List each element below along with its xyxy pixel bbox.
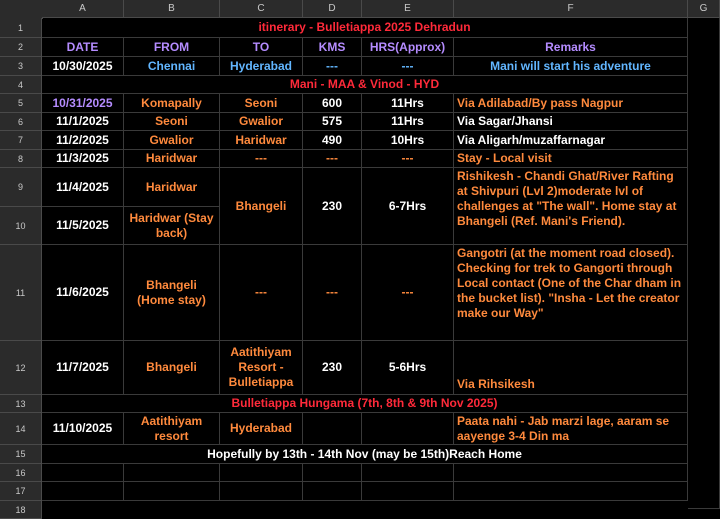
row-header-16[interactable]: 16 (0, 464, 42, 482)
row7-to[interactable]: Haridwar (220, 131, 303, 150)
row-header-10[interactable]: 10 (0, 207, 42, 245)
row8-date[interactable]: 11/3/2025 (42, 150, 124, 168)
row9-10-remarks[interactable]: Rishikesh - Chandi Ghat/River Rafting at Shivpuri (Lvl 2)moderate lvl of challenges at "The wall". Home stay at Bhangeli (Ref. Mani's Friend). (454, 168, 688, 245)
row9-from[interactable]: Haridwar (124, 168, 220, 207)
row5-remarks[interactable]: Via Adilabad/By pass Nagpur (454, 94, 688, 113)
column-header-f[interactable]: F (454, 0, 688, 18)
row6-to[interactable]: Gwalior (220, 113, 303, 131)
row6-from[interactable]: Seoni (124, 113, 220, 131)
row11-date[interactable]: 11/6/2025 (42, 245, 124, 341)
row6-remarks[interactable]: Via Sagar/Jhansi (454, 113, 688, 131)
row-header-7[interactable]: 7 (0, 131, 42, 150)
header-hrs[interactable]: HRS(Approx) (362, 38, 454, 57)
row5-to[interactable]: Seoni (220, 94, 303, 113)
row-header-1[interactable]: 1 (0, 18, 42, 38)
row11-remarks[interactable]: Gangotri (at the moment road closed). Checking for trek to Gangorti through Local contact (One of the Char dham in the bucket list). "Insha - Let the creator make our Way" (454, 245, 688, 341)
row3-hrs[interactable]: --- (362, 57, 454, 76)
row14-remarks[interactable]: Paata nahi - Jab marzi lage, aaram se aayenge 3-4 Din ma (454, 413, 688, 445)
row6-date[interactable]: 11/1/2025 (42, 113, 124, 131)
row9-10-hrs[interactable]: 6-7Hrs (362, 168, 454, 245)
row9-date[interactable]: 11/4/2025 (42, 168, 124, 207)
row-header-12[interactable]: 12 (0, 341, 42, 395)
row-header-2[interactable]: 2 (0, 38, 42, 57)
row-header-8[interactable]: 8 (0, 150, 42, 168)
row-header-17[interactable]: 17 (0, 482, 42, 501)
empty-cell[interactable] (42, 482, 124, 501)
row14-date[interactable]: 11/10/2025 (42, 413, 124, 445)
row-header-18[interactable]: 18 (0, 501, 42, 519)
empty-cell[interactable] (124, 464, 220, 482)
select-all-corner[interactable] (0, 0, 43, 19)
row11-hrs[interactable]: --- (362, 245, 454, 341)
row-header-14[interactable]: 14 (0, 413, 42, 445)
column-header-g[interactable]: G (688, 0, 720, 18)
reach-home-note[interactable]: Hopefully by 13th - 14th Nov (may be 15th)Reach Home (42, 445, 688, 464)
column-header-e[interactable]: E (362, 0, 454, 18)
row12-kms[interactable]: 230 (303, 341, 362, 395)
row5-kms[interactable]: 600 (303, 94, 362, 113)
empty-cell[interactable] (454, 464, 688, 482)
row-header-6[interactable]: 6 (0, 113, 42, 131)
row8-hrs[interactable]: --- (362, 150, 454, 168)
empty-cell[interactable] (362, 482, 454, 501)
row12-to[interactable]: Aatithiyam Resort - Bulletiappa (220, 341, 303, 395)
travelers-banner[interactable]: Mani - MAA & Vinod - HYD (42, 76, 688, 94)
row3-kms[interactable]: --- (303, 57, 362, 76)
row12-remarks[interactable]: Via Rihsikesh (454, 341, 688, 395)
row14-to[interactable]: Hyderabad (220, 413, 303, 445)
empty-cell[interactable] (362, 464, 454, 482)
row-header-11[interactable]: 11 (0, 245, 42, 341)
row11-kms[interactable]: --- (303, 245, 362, 341)
header-date[interactable]: DATE (42, 38, 124, 57)
row14-kms[interactable] (303, 413, 362, 445)
row7-date[interactable]: 11/2/2025 (42, 131, 124, 150)
empty-cell[interactable] (220, 464, 303, 482)
header-remarks[interactable]: Remarks (454, 38, 688, 57)
row-header-13[interactable]: 13 (0, 395, 42, 413)
row8-remarks[interactable]: Stay - Local visit (454, 150, 688, 168)
row5-from[interactable]: Komapally (124, 94, 220, 113)
row9-10-kms[interactable]: 230 (303, 168, 362, 245)
empty-cell[interactable] (303, 482, 362, 501)
row7-hrs[interactable]: 10Hrs (362, 131, 454, 150)
header-to[interactable]: TO (220, 38, 303, 57)
row9-10-to[interactable]: Bhangeli (220, 168, 303, 245)
empty-cell[interactable] (124, 482, 220, 501)
itinerary-title[interactable]: itinerary - Bulletiappa 2025 Dehradun (42, 18, 688, 38)
row3-to[interactable]: Hyderabad (220, 57, 303, 76)
row6-hrs[interactable]: 11Hrs (362, 113, 454, 131)
header-kms[interactable]: KMS (303, 38, 362, 57)
row-header-3[interactable]: 3 (0, 57, 42, 76)
column-header-d[interactable]: D (303, 0, 362, 18)
empty-cell[interactable] (220, 482, 303, 501)
row7-remarks[interactable]: Via Aligarh/muzaffarnagar (454, 131, 688, 150)
row6-kms[interactable]: 575 (303, 113, 362, 131)
row8-kms[interactable]: --- (303, 150, 362, 168)
row10-date[interactable]: 11/5/2025 (42, 207, 124, 245)
row12-date[interactable]: 11/7/2025 (42, 341, 124, 395)
row8-to[interactable]: --- (220, 150, 303, 168)
row12-hrs[interactable]: 5-6Hrs (362, 341, 454, 395)
column-header-c[interactable]: C (220, 0, 303, 18)
header-from[interactable]: FROM (124, 38, 220, 57)
row8-from[interactable]: Haridwar (124, 150, 220, 168)
event-banner[interactable]: Bulletiappa Hungama (7th, 8th & 9th Nov 2025) (42, 395, 688, 413)
empty-cell[interactable] (42, 464, 124, 482)
empty-cell[interactable] (303, 464, 362, 482)
row14-hrs[interactable] (362, 413, 454, 445)
row3-from[interactable]: Chennai (124, 57, 220, 76)
row11-from[interactable]: Bhangeli (Home stay) (124, 245, 220, 341)
row-header-9[interactable]: 9 (0, 168, 42, 207)
column-header-a[interactable]: A (42, 0, 124, 18)
row12-from[interactable]: Bhangeli (124, 341, 220, 395)
row-header-4[interactable]: 4 (0, 76, 42, 94)
row5-hrs[interactable]: 11Hrs (362, 94, 454, 113)
row7-from[interactable]: Gwalior (124, 131, 220, 150)
row11-to[interactable]: --- (220, 245, 303, 341)
row5-date[interactable]: 10/31/2025 (42, 94, 124, 113)
row3-remarks[interactable]: Mani will start his adventure (454, 57, 688, 76)
row7-kms[interactable]: 490 (303, 131, 362, 150)
column-g-cells[interactable] (688, 18, 720, 509)
row14-from[interactable]: Aatithiyam resort (124, 413, 220, 445)
column-header-b[interactable]: B (124, 0, 220, 18)
row-header-15[interactable]: 15 (0, 445, 42, 464)
row3-date[interactable]: 10/30/2025 (42, 57, 124, 76)
row-header-5[interactable]: 5 (0, 94, 42, 113)
empty-cell[interactable] (454, 482, 688, 501)
row10-from[interactable]: Haridwar (Stay back) (124, 207, 220, 245)
